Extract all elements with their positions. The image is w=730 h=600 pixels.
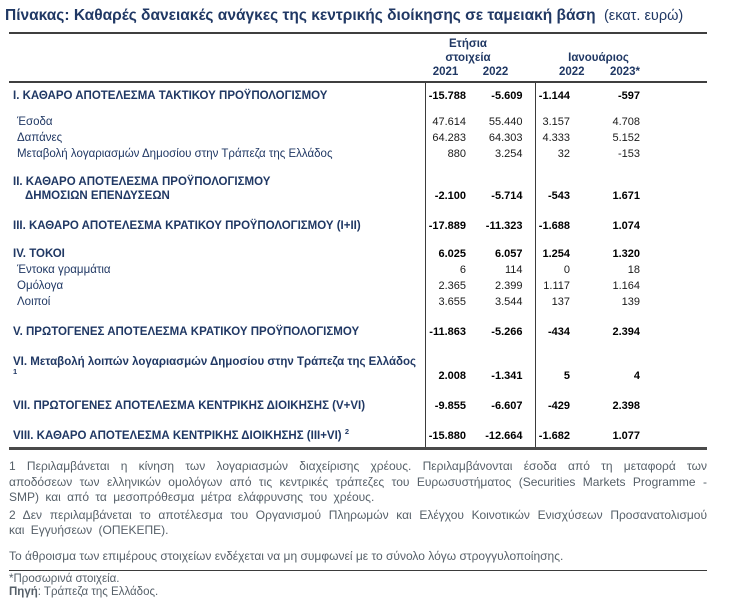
cell-jan-2023: -597 (617, 90, 640, 102)
table-row-section-5 (9, 310, 707, 340)
cell-jan-2023: 5.152 (612, 132, 640, 144)
cell-annual-2021: 6 (459, 264, 466, 276)
table-row-item (9, 146, 707, 162)
bottom-divider (9, 570, 707, 571)
cell-jan-2022: 4.333 (542, 132, 570, 144)
page-title (5, 5, 707, 27)
cell-annual-2022: 55.440 (468, 104, 535, 130)
year-row (9, 65, 707, 82)
cell-annual-2021: -17.889 (428, 220, 466, 232)
cell-annual-2021: -11.863 (429, 326, 466, 338)
cell-annual-2021: 6.025 (438, 248, 466, 260)
row-filler (642, 104, 707, 130)
row-label: VII. ΠΡΩΤΟΓΕΝΕΣ ΑΠΟΤΕΛΕΣΜΑ ΚΕΝΤΡΙΚΗΣ ΔΙΟΙΚΗΣΗΣ (V+VI) (9, 384, 425, 414)
cell-jan-2023: 1.164 (612, 280, 640, 292)
cell-annual-2022: -12.664 (468, 414, 535, 449)
cell-annual-2022: -1.341 (468, 340, 535, 384)
cell-annual-2021: 2.365 (438, 280, 466, 292)
cell-annual-2022: 6.057 (468, 234, 535, 262)
table-row-section-6 (9, 340, 707, 384)
column-group-january: Ιανουάριος (568, 52, 629, 64)
bottom-notes (9, 573, 707, 600)
row-label: III. ΚΑΘΑΡΟ ΑΠΟΤΕΛΕΣΜΑ ΚΡΑΤΙΚΟΥ ΠΡΟΫΠΟΛΟΓΙΣΜΟΥ (I+II) (9, 204, 425, 234)
footnote-1: 1 Περιλαμβάνεται η κίνηση των λογαριασμών διαχείρισης χρέους. Περιλαμβάνονται έσοδα από τη μεταφορά των αποδόσεων των ελληνικών ομολόγων από τις κεντρικές τράπεζες του Ευρωσυστήματος (Securities Markets Programme - SMP) και από τα μεσοπρόθεσμα μέτρα ελάφρυνσης του χρέους. (9, 459, 707, 504)
header-spacer (9, 33, 425, 65)
cell-jan-2023: -153 (617, 148, 640, 160)
cell-jan-2022: 3.157 (542, 116, 570, 128)
cell-annual-2022: -5.609 (468, 83, 535, 104)
row-filler (642, 294, 707, 310)
row-filler (642, 204, 707, 234)
rounding-note: Το άθροισμα των επιμέρους στοιχείων ενδέχεται να μη συμφωνεί με το σύνολο λόγω στρογγυλοποίησης. (9, 548, 564, 563)
row-filler (642, 340, 707, 384)
cell-jan-2023: 139 (621, 296, 640, 308)
row-label: Λοιποί (9, 294, 425, 310)
source-text: : Τράπεζα της Ελλάδος. (37, 586, 159, 598)
row-filler (642, 162, 707, 204)
row-filler (642, 83, 707, 104)
cell-annual-2021: 880 (447, 148, 466, 160)
row-filler (642, 414, 707, 449)
row-filler (642, 384, 707, 414)
cell-jan-2022: 32 (557, 148, 570, 160)
table-row-section-2 (9, 162, 707, 204)
footnotes (9, 459, 707, 539)
source-label: Πηγή (9, 586, 38, 598)
provisional-note: *Προσωρινά στοιχεία. (9, 572, 120, 585)
cell-jan-2023: 1.074 (612, 220, 640, 232)
row-label: Μεταβολή λογαριασμών Δημοσίου στην Τράπεζα της Ελλάδος (9, 146, 425, 162)
page-title-unit: (εκατ. ευρώ) (603, 8, 684, 24)
row-filler (642, 146, 707, 162)
year-jan-2022: 2022 (559, 66, 585, 78)
cell-jan-2023: 1.320 (612, 248, 640, 260)
cell-annual-2021: 3.655 (438, 296, 466, 308)
row-filler (642, 278, 707, 294)
cell-jan-2022: -1.682 (538, 430, 570, 442)
footnote-2: 2 Δεν περιλαμβάνεται το αποτέλεσμα του Οργανισμού Πληρωμών και Ελέγχου Κοινοτικών Ενισχύσεων Προσανατολισμού και Εγγυήσεων (ΟΠΕΚΕΠΕ). (9, 507, 707, 537)
cell-annual-2021: 47.614 (432, 116, 466, 128)
row-label: IV. ΤΟΚΟΙ (9, 234, 425, 262)
table-row-item (9, 130, 707, 146)
row-label: Έντοκα γραμμάτια (9, 262, 425, 278)
table-row-item (9, 278, 707, 294)
row-label: VIII. ΚΑΘΑΡΟ ΑΠΟΤΕΛΕΣΜΑ ΚΕΝΤΡΙΚΗΣ ΔΙΟΙΚΗΣΗΣ (III+VI) $^2$ (9, 414, 425, 449)
row-label: V. ΠΡΩΤΟΓΕΝΕΣ ΑΠΟΤΕΛΕΣΜΑ ΚΡΑΤΙΚΟΥ ΠΡΟΫΠΟΛΟΓΙΣΜΟΥ (9, 310, 425, 340)
borrowing-requirements-table (9, 83, 707, 450)
cell-annual-2022: -11.323 (468, 204, 535, 234)
header-spacer (642, 65, 707, 82)
cell-jan-2022: 1.117 (543, 280, 570, 292)
cell-jan-2022: -543 (547, 190, 570, 202)
cell-jan-2022: 0 (563, 264, 570, 276)
cell-jan-2023: 2.398 (612, 400, 640, 412)
cell-annual-2022: 114 (468, 262, 535, 278)
table-row-section-4 (9, 234, 707, 262)
row-label: II. ΚΑΘΑΡΟ ΑΠΟΤΕΛΕΣΜΑ ΠΡΟΫΠΟΛΟΓΙΣΜΟΥ ΔΗΜΟΣΙΩΝ ΕΠΕΝΔΥΣΕΩΝ (9, 162, 425, 204)
table-row-item (9, 104, 707, 130)
header-spacer (9, 65, 425, 82)
cell-jan-2023: 4.708 (612, 116, 640, 128)
row-label: VI. Μεταβολή λοιπών λογαριασμών Δημοσίου στην Τράπεζα της Ελλάδος $^1$ (9, 340, 425, 384)
cell-jan-2023: 4 (633, 370, 640, 382)
cell-annual-2021: -15.880 (428, 430, 466, 442)
cell-jan-2023: 2.394 (612, 326, 640, 338)
cell-annual-2022: 3.254 (468, 146, 535, 162)
row-label: Δαπάνες (9, 130, 425, 146)
cell-jan-2022: -1.688 (538, 220, 570, 232)
cell-jan-2022: 5 (563, 370, 570, 382)
cell-annual-2022: 64.303 (468, 130, 535, 146)
cell-jan-2022: -434 (547, 326, 570, 338)
row-label: I. ΚΑΘΑΡΟ ΑΠΟΤΕΛΕΣΜΑ ΤΑΚΤΙΚΟΥ ΠΡΟΫΠΟΛΟΓΙΣΜΟΥ (9, 83, 425, 104)
column-group-row (9, 33, 707, 65)
cell-annual-2022: -5.714 (468, 162, 535, 204)
cell-annual-2021: -9.855 (434, 400, 466, 412)
page-title-main: Πίνακας: Καθαρές δανειακές ανάγκες της κεντρικής διοίκησης σε ταμειακή βάση (5, 7, 596, 24)
cell-jan-2023: 18 (627, 264, 640, 276)
row-filler (642, 234, 707, 262)
source-line (9, 586, 707, 600)
cell-jan-2022: 1.254 (542, 248, 570, 260)
table-column-header (9, 32, 707, 83)
cell-annual-2021: -15.788 (428, 90, 466, 102)
header-spacer (642, 33, 707, 65)
row-filler (642, 130, 707, 146)
year-jan-2023: 2023* (609, 66, 641, 78)
row-label: Έσοδα (9, 104, 425, 130)
footnote-marker: 1 (13, 367, 18, 377)
table-row-item (9, 294, 707, 310)
table-row-section-1 (9, 83, 707, 104)
cell-annual-2022: 2.399 (468, 278, 535, 294)
row-filler (642, 262, 707, 278)
cell-jan-2022: 137 (551, 296, 570, 308)
footnote-marker: 2 (344, 427, 350, 437)
column-group-annual: Ετήσια στοιχεία (445, 38, 491, 64)
year-annual-2021: 2021 (432, 66, 459, 78)
table-row-section-7 (9, 384, 707, 414)
cell-jan-2023: 1.077 (612, 430, 640, 442)
year-annual-2022: 2022 (482, 66, 509, 78)
cell-annual-2021: 2.008 (438, 370, 466, 382)
cell-jan-2023: 1.671 (612, 190, 640, 202)
row-filler (642, 310, 707, 340)
cell-annual-2022: -6.607 (468, 384, 535, 414)
cell-annual-2022: 3.544 (468, 294, 535, 310)
row-label: Ομόλογα (9, 278, 425, 294)
cell-jan-2022: -1.144 (538, 90, 570, 102)
table-row-item (9, 262, 707, 278)
table-row-section-8 (9, 414, 707, 449)
table-row-section-3 (9, 204, 707, 234)
cell-annual-2021: -2.100 (434, 190, 466, 202)
cell-jan-2022: -429 (547, 400, 570, 412)
cell-annual-2021: 64.283 (432, 132, 466, 144)
cell-annual-2022: -5.266 (468, 310, 535, 340)
